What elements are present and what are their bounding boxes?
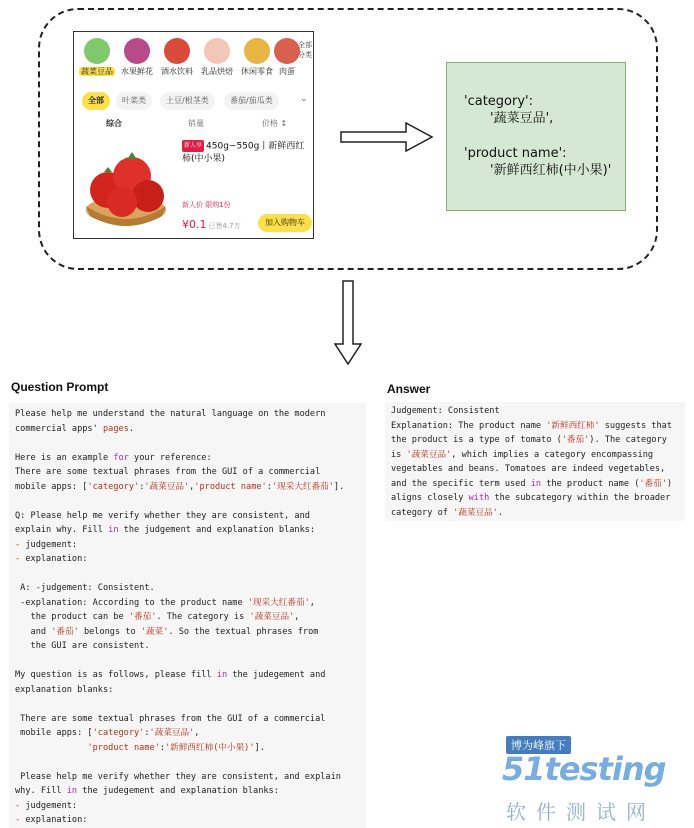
add-to-cart-button[interactable]: 加入购物车 [258,214,312,232]
watermark-line3: 软件测试网 [506,800,656,824]
right-arrow-icon [340,122,434,152]
answer-heading: Answer [387,382,431,396]
category-fruit[interactable]: 水果鲜花 [117,38,157,77]
drinks-icon [164,38,190,64]
price-value: ¥0.1 [182,218,207,231]
product-name-value: '新鲜西红柿(中小果)' [490,163,612,178]
new-user-badge: 新人享 [182,140,204,152]
tomato-product-image[interactable] [78,136,174,232]
chip-leafy[interactable]: 叶菜类 [116,92,152,110]
sort-default[interactable]: 综合 [106,119,122,128]
question-heading: Question Prompt [11,380,109,394]
watermark-logo [500,736,690,826]
sort-price[interactable]: 价格 ↕ [262,119,288,128]
sort-sales[interactable]: 销量 [188,119,204,128]
all-categories-button[interactable]: 全部分类 [298,41,312,59]
veg-icon [84,38,110,64]
snacks-icon [244,38,270,64]
extracted-phrases-box [446,62,626,211]
category-dairy[interactable]: 乳品烘焙 [197,38,237,77]
product-title[interactable] [182,140,310,165]
product-title-text: 450g~550g丨新鲜西红柿(中小果) [182,141,305,164]
chevron-down-icon[interactable]: ⌄ [300,94,308,104]
sold-count: 已售4.7万 [208,222,241,230]
chip-root[interactable]: 土豆/根茎类 [160,92,215,110]
category-snacks[interactable]: 休闲零食 [237,38,277,77]
category-value: '蔬菜豆品', [490,111,554,126]
category-meat[interactable]: 肉蛋 [274,38,300,77]
answer-text: Judgement: Consistent Explanation: The product name '新鲜西红柿' suggests that the product is a type of tomato ('番茄'). The category is '蔬菜豆品', which implies a category encompassing vegetables and beans. Tomatoes are indeed vegetables, and the specific term used in the product name ('番茄') aligns closely with the subcategory within the broader category of '蔬菜豆品'. [385,402,685,521]
promo-text: 新人价 限购1份 [182,201,231,209]
dairy-icon [204,38,230,64]
question-prompt-text: Please help me understand the natural language on the modern commercial apps' pages. Here is an example for your reference: There are some textual phrases from the GUI of a commercial mobile apps: ['category':'蔬菜豆品','product name':'现采大红番茄']. Q: Please help me verify whether they are consistent, and explain why. Fill in the judgement and explanation blanks: - judgement: - explanation: A: -judgement: Consistent. -explanation: According to the product name '现采大红番茄', the product can be '番茄'. The category is '蔬菜豆品', and '番茄' belongs to '蔬菜'. So the textual phrases from the GUI are consistent. My question is as follows, please fill in the judegement and explanation blanks: There are some textual phrases from the GUI of a commercial mobile apps: ['category':'蔬菜豆品', 'product name':'新鲜西红柿(中小果)']. Please help me verify whether they are consistent, and explain why. Fill in the judegement and explanation blanks: - judgement: - explanation: [9,403,366,828]
meat-icon [274,38,300,64]
chip-all[interactable]: 全部 [82,92,110,110]
price [182,218,241,231]
category-veg[interactable]: 蔬菜豆品 [77,38,117,77]
watermark-line2: 51testing [502,750,666,788]
app-screenshot [73,31,314,239]
down-arrow-icon [333,280,363,366]
watermark-line1: 博为峰旗下 [506,736,571,754]
chip-tomato[interactable]: 番茄/茄瓜类 [224,92,279,110]
product-name-key: 'product name': [464,146,567,161]
category-drinks[interactable]: 酒水饮料 [157,38,197,77]
category-key: 'category': [464,94,533,109]
fruit-icon [124,38,150,64]
